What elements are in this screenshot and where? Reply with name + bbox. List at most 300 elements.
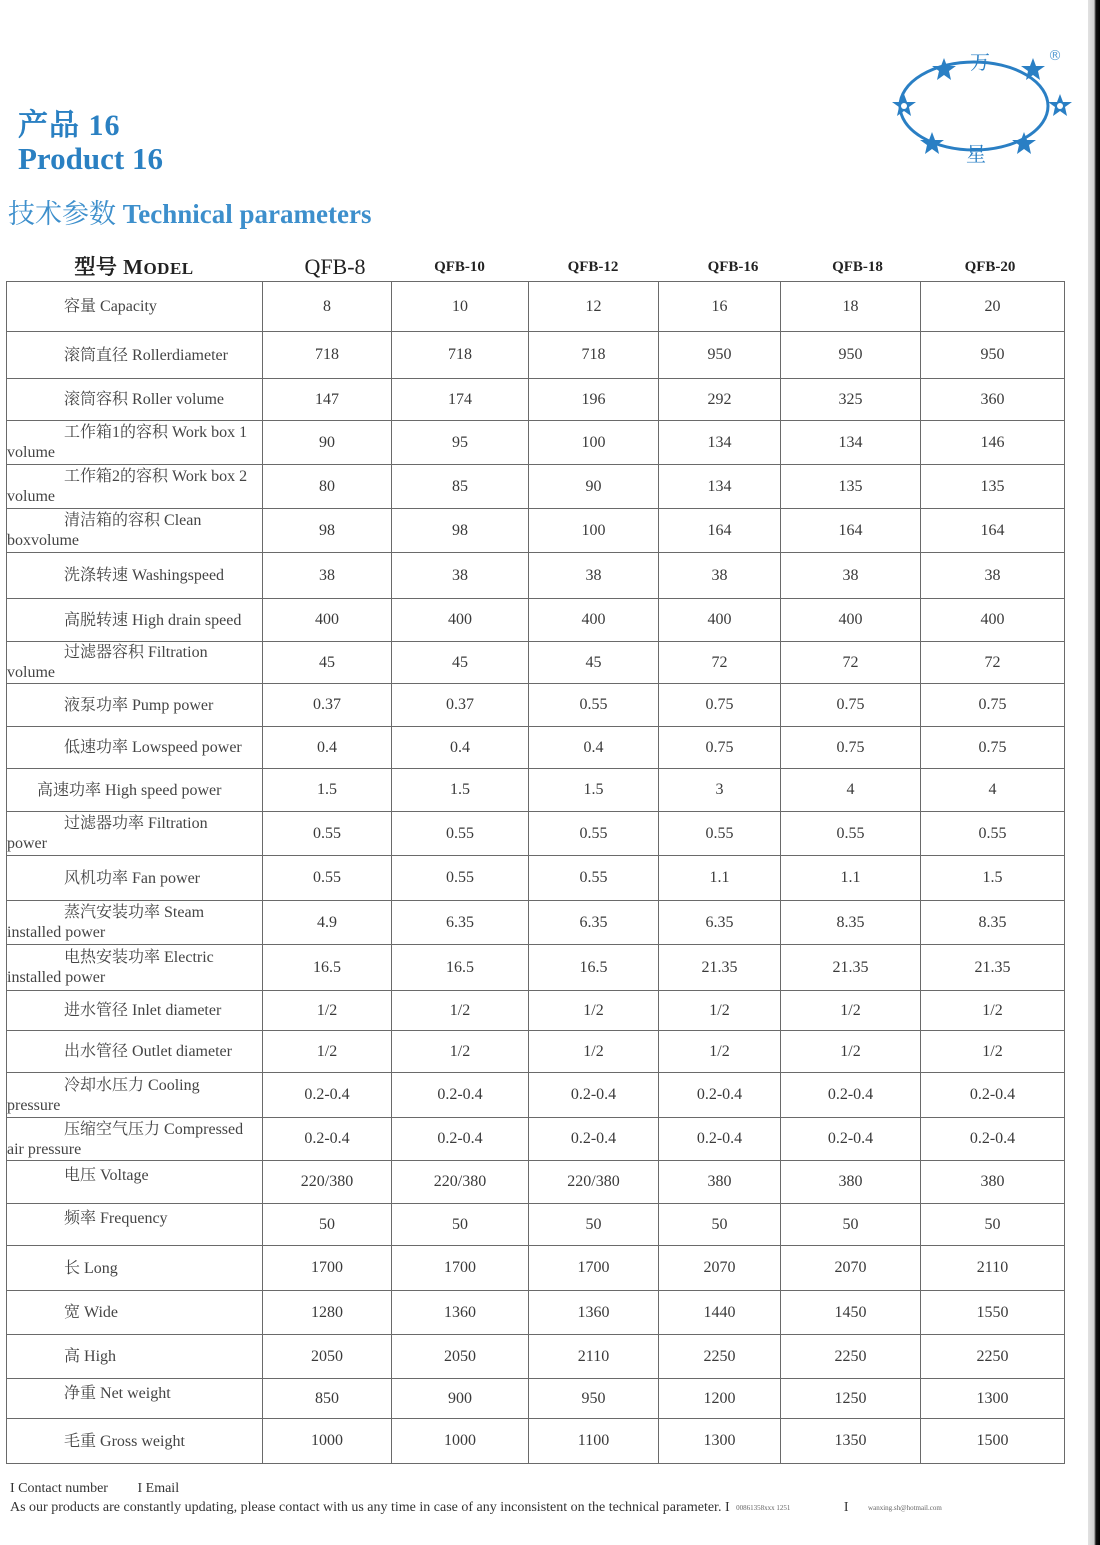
cell-value: 6.35 [392,901,529,945]
cell-value: 164 [921,509,1065,553]
cell-value: 0.55 [529,856,659,901]
row-label-en: Roller volume [132,391,224,408]
table-row [7,684,1065,727]
cell-value: 0.75 [659,727,781,769]
cell-value: 220/380 [529,1161,659,1204]
cell-value: 1000 [263,1419,392,1464]
cell-value: 1280 [263,1291,392,1335]
row-label-cn: 高 [64,1348,81,1365]
table-row [7,379,1065,421]
star-ring-logo-icon [888,40,1078,168]
row-label-cn: 出水管径 [64,1043,129,1060]
row-label-en: Frequency [100,1210,168,1227]
row-label-cn: 毛重 [64,1432,97,1450]
cell-value: 98 [392,509,529,553]
cell-value: 0.2-0.4 [392,1073,529,1118]
row-label [7,642,263,684]
table-row [7,1379,1065,1419]
cell-value: 0.4 [392,727,529,769]
cell-value: 50 [921,1204,1065,1246]
cell-value: 1360 [529,1291,659,1335]
cell-value: 8.35 [781,901,921,945]
row-label-en: High drain speed [132,611,242,629]
cell-value: 950 [659,332,781,379]
cell-value: 2050 [263,1335,392,1379]
cell-value: 380 [781,1161,921,1204]
row-label-en: Capacity [100,298,157,315]
cell-value: 950 [529,1379,659,1419]
row-label-en: Lowspeed power [132,739,242,756]
row-label-en: Work box 2 [172,468,248,485]
cell-value: 20 [921,282,1065,332]
cell-value: 6.35 [529,901,659,945]
cell-value: 2250 [921,1335,1065,1379]
cell-value: 0.37 [392,684,529,727]
cell-value: 0.55 [263,812,392,856]
cell-value: 80 [263,465,392,509]
cell-value: 146 [921,421,1065,465]
row-label-en: Fan power [132,869,200,887]
footer-notice [10,1500,942,1516]
table-row [7,901,1065,945]
cell-value: 16.5 [529,945,659,991]
row-label [7,1335,263,1379]
cell-value: 2050 [392,1335,529,1379]
row-label [7,282,263,332]
cell-value: 21.35 [659,945,781,991]
cell-value: 220/380 [263,1161,392,1204]
svg-text:®: ® [1048,48,1062,64]
row-label-cn: 频率 [64,1210,97,1227]
row-label-cn: 进水管径 [64,1002,129,1019]
cell-value: 90 [263,421,392,465]
cell-value: 38 [659,553,781,599]
table-row [7,769,1065,812]
row-label-wrap: air pressure [7,1140,82,1158]
cell-value: 400 [392,599,529,642]
cell-value: 0.4 [529,727,659,769]
row-label-wrap: boxvolume [7,532,79,549]
cell-value: 1/2 [781,1031,921,1073]
row-label-en: Outlet diameter [132,1043,232,1060]
cell-value: 4 [781,769,921,812]
cell-value: 134 [659,421,781,465]
cell-value: 4.9 [263,901,392,945]
cell-value: 1450 [781,1291,921,1335]
model-col-header: QFB-12 [567,259,619,275]
model-label-cn: 型号 [74,255,118,279]
cell-value: 1.5 [392,769,529,812]
product-title-cn: 产品 16 [18,109,121,142]
model-label-en-initial: M [123,255,144,279]
cell-value: 134 [659,465,781,509]
page-edge-shadow [1088,0,1100,1545]
row-label [7,1073,263,1118]
cell-value: 21.35 [781,945,921,991]
row-label [7,465,263,509]
cell-value: 164 [659,509,781,553]
cell-value: 0.2-0.4 [529,1118,659,1161]
cell-value: 0.75 [921,684,1065,727]
row-label [7,684,263,727]
cell-value: 10 [392,282,529,332]
table-row [7,1419,1065,1464]
row-label [7,599,263,642]
row-label [7,856,263,901]
cell-value: 100 [529,509,659,553]
model-col-header: QFB-10 [434,259,485,275]
table-row [7,332,1065,379]
row-label [7,1204,263,1246]
cell-value: 1300 [659,1419,781,1464]
phone-number: 00861358xxx 1251 [736,1503,791,1512]
row-label-cn: 净重 [64,1385,97,1402]
cell-value: 0.75 [659,684,781,727]
row-label [7,332,263,379]
cell-value: 1/2 [392,1031,529,1073]
cell-value: 16.5 [392,945,529,991]
cell-value: 1/2 [263,1031,392,1073]
table-row [7,812,1065,856]
cell-value: 0.75 [921,727,1065,769]
cell-value: 1.5 [921,856,1065,901]
table-row [7,553,1065,599]
spec-table [6,281,1065,1464]
row-label [7,1379,263,1419]
cell-value: 8 [263,282,392,332]
row-label-en: Filtration [148,815,208,832]
cell-value: 38 [921,553,1065,599]
cell-value: 0.2-0.4 [659,1073,781,1118]
cell-value: 1200 [659,1379,781,1419]
row-label-cn: 蒸汽安装功率 [64,904,161,921]
row-label-cn: 过滤器容积 [64,644,145,661]
table-row [7,727,1065,769]
cell-value: 718 [529,332,659,379]
cell-value: 38 [529,553,659,599]
row-label [7,769,263,812]
row-label-cn: 宽 [64,1304,81,1321]
table-row [7,856,1065,901]
cell-value: 325 [781,379,921,421]
cell-value: 0.2-0.4 [781,1073,921,1118]
cell-value: 1000 [392,1419,529,1464]
row-label-en: Gross weight [100,1432,185,1450]
row-label-cn: 滚筒直径 [64,346,129,364]
row-label [7,1246,263,1291]
row-label [7,945,263,991]
row-label-en: Wide [84,1304,119,1321]
row-label-cn: 电热安装功率 [64,949,161,966]
cell-value: 135 [921,465,1065,509]
cell-value: 1.5 [263,769,392,812]
table-row [7,1291,1065,1335]
cell-value: 1700 [392,1246,529,1291]
table-row [7,509,1065,553]
cell-value: 38 [392,553,529,599]
cell-value: 0.2-0.4 [659,1118,781,1161]
cell-value: 400 [263,599,392,642]
row-label-en: Inlet diameter [132,1002,222,1019]
table-row [7,945,1065,991]
row-label-en: High speed power [105,781,222,799]
cell-value: 2110 [921,1246,1065,1291]
row-label-cn: 长 [64,1259,81,1277]
cell-value: 292 [659,379,781,421]
cell-value: 0.2-0.4 [529,1073,659,1118]
cell-value: 135 [781,465,921,509]
row-label-cn: 液泵功率 [64,696,129,714]
cell-value: 1360 [392,1291,529,1335]
cell-value: 0.55 [781,812,921,856]
email-link[interactable]: wanxing.sh@hotmail.com [868,1503,942,1512]
cell-value: 8.35 [921,901,1065,945]
row-label-cn: 过滤器功率 [64,815,145,832]
table-row [7,642,1065,684]
cell-value: 1.1 [781,856,921,901]
cell-value: 1/2 [263,991,392,1031]
cell-value: 718 [392,332,529,379]
table-row [7,1118,1065,1161]
row-label [7,991,263,1031]
cell-value: 38 [781,553,921,599]
row-label-cn: 工作箱1的容积 [64,424,169,441]
cell-value: 1550 [921,1291,1065,1335]
footer-contact-labels [10,1481,179,1497]
cell-value: 0.55 [529,684,659,727]
cell-value: 1/2 [529,1031,659,1073]
cell-value: 0.37 [263,684,392,727]
row-label-en: Rollerdiameter [132,346,228,364]
cell-value: 400 [921,599,1065,642]
cell-value: 174 [392,379,529,421]
cell-value: 1/2 [921,1031,1065,1073]
cell-value: 0.55 [392,856,529,901]
cell-value: 0.55 [921,812,1065,856]
cell-value: 0.2-0.4 [392,1118,529,1161]
cell-value: 2250 [781,1335,921,1379]
cell-value: 1350 [781,1419,921,1464]
cell-value: 850 [263,1379,392,1419]
cell-value: 1/2 [781,991,921,1031]
cell-value: 0.55 [392,812,529,856]
cell-value: 400 [781,599,921,642]
row-label-en: High [84,1348,117,1365]
row-label-wrap: power [7,835,47,852]
cell-value: 2070 [659,1246,781,1291]
row-label-wrap: pressure [7,1096,61,1114]
row-label-cn: 洗涤转速 [64,567,129,584]
cell-value: 1440 [659,1291,781,1335]
row-label [7,727,263,769]
cell-value: 0.2-0.4 [921,1118,1065,1161]
cell-value: 1.5 [529,769,659,812]
cell-value: 12 [529,282,659,332]
cell-value: 95 [392,421,529,465]
cell-value: 1100 [529,1419,659,1464]
cell-value: 2250 [659,1335,781,1379]
cell-value: 0.55 [659,812,781,856]
row-label-en: Electric [164,949,214,966]
cell-value: 0.55 [263,856,392,901]
cell-value: 50 [263,1204,392,1246]
cell-value: 950 [921,332,1065,379]
row-label-wrap: installed power [7,924,106,941]
cell-value: 0.2-0.4 [263,1118,392,1161]
cell-value: 1/2 [529,991,659,1031]
cell-value: 0.55 [529,812,659,856]
cell-value: 400 [659,599,781,642]
cell-value: 85 [392,465,529,509]
table-row [7,1073,1065,1118]
row-label-en: Work box 1 [172,424,248,441]
table-row [7,1204,1065,1246]
row-label [7,812,263,856]
model-col-header: QFB-16 [707,259,759,275]
cell-value: 16.5 [263,945,392,991]
product-title-en: Product 16 [18,141,163,176]
row-label-cn: 工作箱2的容积 [64,468,169,485]
table-row [7,282,1065,332]
cell-value: 18 [781,282,921,332]
svg-text:万: 万 [970,50,990,74]
row-label-en: Pump power [132,696,214,714]
cell-value: 1/2 [392,991,529,1031]
cell-value: 100 [529,421,659,465]
cell-value: 360 [921,379,1065,421]
row-label-wrap: volume [7,664,55,681]
table-row [7,1246,1065,1291]
cell-value: 21.35 [921,945,1065,991]
cell-value: 1/2 [659,991,781,1031]
cell-value: 950 [781,332,921,379]
cell-value: 2070 [781,1246,921,1291]
table-row [7,1161,1065,1204]
cell-value: 0.2-0.4 [263,1073,392,1118]
cell-value: 1300 [921,1379,1065,1419]
row-label-en: Washingspeed [132,567,225,584]
cell-value: 1500 [921,1419,1065,1464]
row-label [7,379,263,421]
cell-value: 164 [781,509,921,553]
row-label [7,509,263,553]
cell-value: 147 [263,379,392,421]
row-label-en: Net weight [100,1385,171,1402]
row-label [7,553,263,599]
footer-separator: I [843,1500,849,1515]
cell-value: 380 [921,1161,1065,1204]
notice-text: As our products are constantly updating, please contact with us any time in case of any inconsistent on the technical parameter. I [10,1500,730,1515]
table-row [7,1335,1065,1379]
cell-value: 98 [263,509,392,553]
cell-value: 1/2 [921,991,1065,1031]
cell-value: 1700 [529,1246,659,1291]
cell-value: 196 [529,379,659,421]
row-label-en: Steam [164,904,205,921]
row-label-cn: 清洁箱的容积 [64,512,161,529]
row-label [7,1161,263,1204]
row-label-en: Compressed [164,1120,244,1138]
cell-value: 2110 [529,1335,659,1379]
row-label-cn: 高脱转速 [64,611,129,629]
row-label [7,1118,263,1161]
cell-value: 45 [263,642,392,684]
cell-value: 1250 [781,1379,921,1419]
section-title-en: Technical parameters [122,199,372,229]
cell-value: 1700 [263,1246,392,1291]
row-label-cn: 滚筒容积 [64,391,129,408]
cell-value: 72 [659,642,781,684]
row-label-cn: 冷却水压力 [64,1076,145,1094]
model-header-row [0,250,1070,280]
cell-value: 1.1 [659,856,781,901]
cell-value: 0.2-0.4 [921,1073,1065,1118]
cell-value: 45 [392,642,529,684]
cell-value: 16 [659,282,781,332]
cell-value: 72 [921,642,1065,684]
cell-value: 50 [659,1204,781,1246]
cell-value: 6.35 [659,901,781,945]
cell-value: 4 [921,769,1065,812]
cell-value: 3 [659,769,781,812]
row-label-en: Filtration [148,644,208,661]
row-label-en: Cooling [148,1076,200,1094]
cell-value: 718 [263,332,392,379]
svg-text:星: 星 [966,142,986,166]
cell-value: 0.75 [781,684,921,727]
cell-value: 380 [659,1161,781,1204]
cell-value: 50 [781,1204,921,1246]
table-row [7,1031,1065,1073]
cell-value: 50 [529,1204,659,1246]
table-row [7,991,1065,1031]
row-label-wrap: volume [7,444,55,461]
cell-value: 0.2-0.4 [781,1118,921,1161]
row-label-cn: 风机功率 [64,869,129,887]
row-label-en: Voltage [100,1167,149,1184]
cell-value: 400 [529,599,659,642]
cell-value: 45 [529,642,659,684]
model-col-header: QFB-8 [304,254,366,279]
row-label-cn: 电压 [64,1167,97,1184]
contact-number-label: I Contact number [10,1481,108,1496]
model-col-header: QFB-20 [964,259,1016,275]
row-label [7,1419,263,1464]
email-label: I Email [137,1481,180,1496]
model-label-en-rest: ODEL [143,259,194,278]
table-row [7,421,1065,465]
cell-value: 90 [529,465,659,509]
row-label-en: Clean [164,512,202,529]
row-label-en: Long [84,1259,118,1277]
row-label [7,1291,263,1335]
cell-value: 72 [781,642,921,684]
row-label [7,421,263,465]
cell-value: 50 [392,1204,529,1246]
table-row [7,599,1065,642]
table-row [7,465,1065,509]
cell-value: 1/2 [659,1031,781,1073]
row-label-cn: 低速功率 [64,739,129,756]
cell-value: 38 [263,553,392,599]
section-title [8,192,371,231]
cell-value: 220/380 [392,1161,529,1204]
model-col-header: QFB-18 [832,259,883,275]
row-label-cn: 压缩空气压力 [64,1120,161,1138]
row-label [7,901,263,945]
row-label-wrap: installed power [7,969,106,986]
row-label-cn: 容量 [64,298,97,315]
